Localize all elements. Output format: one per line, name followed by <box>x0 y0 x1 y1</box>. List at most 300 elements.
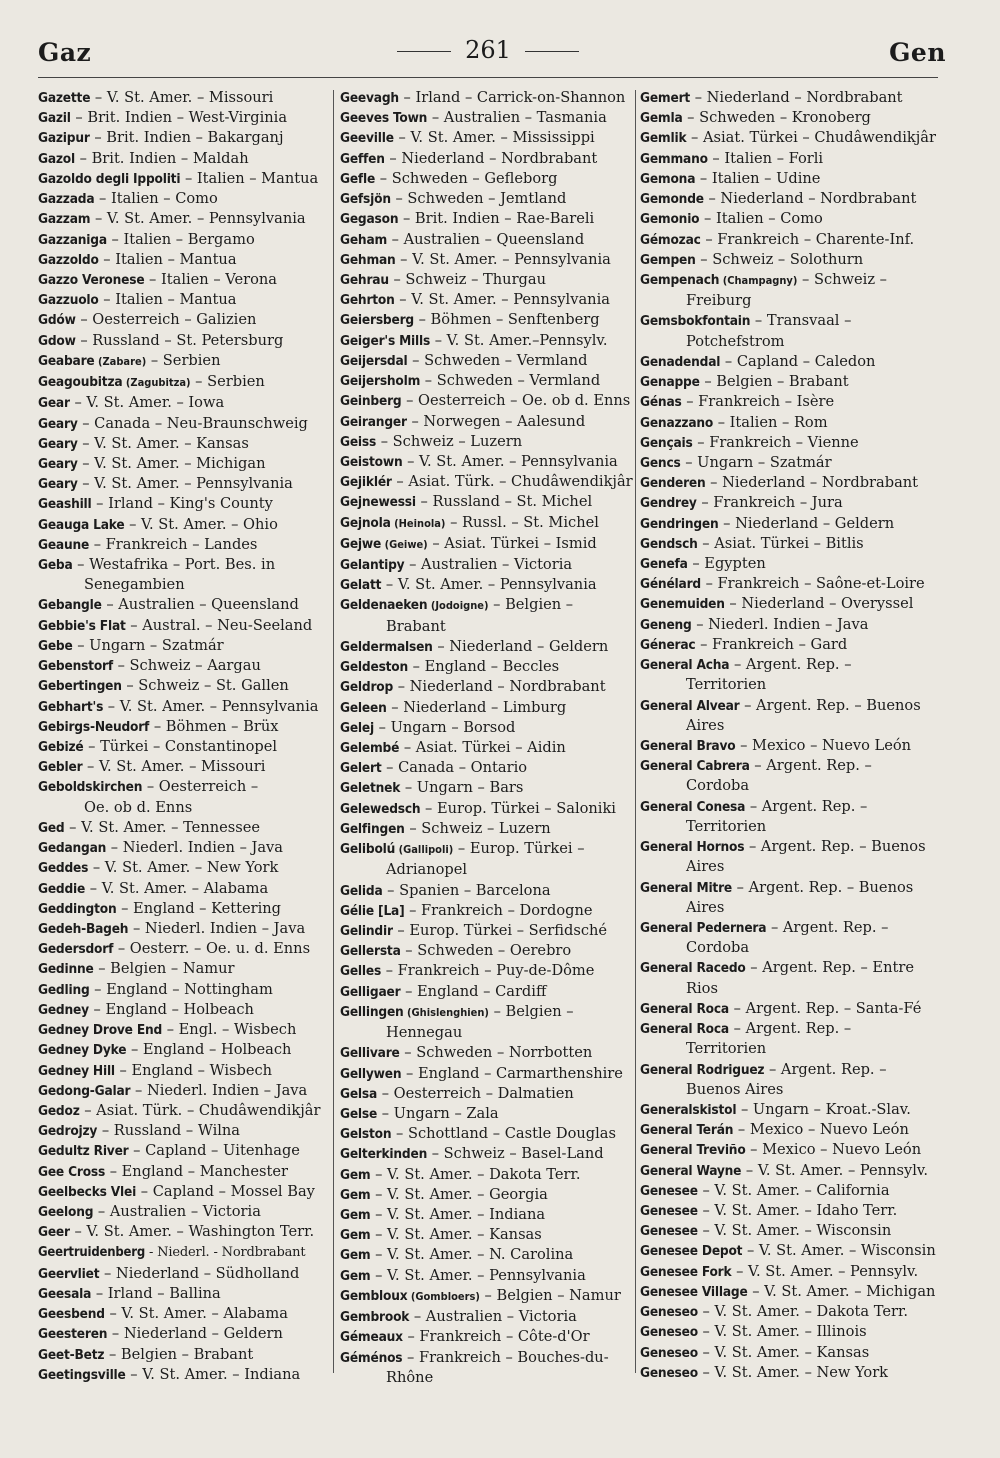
entry-continuation: Brabant <box>386 617 446 635</box>
entry-continuation: Adrianopel <box>386 861 468 879</box>
gazetteer-entry <box>640 1302 944 1322</box>
place-name: Gelatt <box>340 577 382 594</box>
gazetteer-entry <box>640 493 944 513</box>
location-detail: – Argent. Rep. – Santa-Fé <box>729 999 922 1017</box>
gazetteer-entry <box>640 433 944 453</box>
place-name: Gelterkinden <box>340 1146 428 1163</box>
location-detail: – Schweiz – Basel-Land <box>427 1145 604 1163</box>
gazetteer-entry <box>640 270 944 291</box>
location-detail: – Schweden – Vermland <box>407 351 588 369</box>
location-detail: – England – Cardiff <box>400 982 547 1000</box>
place-name: Geeves Town <box>340 110 428 127</box>
place-name: Geary <box>38 455 78 472</box>
gazetteer-entry <box>340 819 632 839</box>
location-detail: – Oesterreich – <box>142 778 259 796</box>
location-detail: – Schweden – Oerebro <box>400 942 572 960</box>
place-name: Geagoubitza <box>38 374 123 391</box>
place-name: Gem <box>340 1166 371 1183</box>
gazetteer-entry <box>640 837 944 857</box>
location-detail: – Australien – Victoria <box>404 556 573 574</box>
column-divider-2 <box>635 90 636 1373</box>
location-detail: – Asiat. Türkei – Chudâwendikjâr <box>686 129 936 147</box>
location-detail: – V. St. Amer. – Ohio <box>124 515 278 533</box>
place-name: Gebler <box>38 759 83 776</box>
gazetteer-entry <box>640 392 944 412</box>
place-name: Gendringen <box>640 515 719 532</box>
place-name: Geldenaeken <box>340 597 428 614</box>
location-detail: – V. St. Amer. – Alabama <box>104 1305 288 1323</box>
place-name: Gebirgs-Neudorf <box>38 718 150 735</box>
alternate-name: (Champagny) <box>719 273 798 287</box>
location-detail: – Niederl. Indien – Java <box>691 615 869 633</box>
location-detail: – Frankreich – Côte-d'Or <box>402 1328 590 1346</box>
gazetteer-entry <box>38 717 328 737</box>
location-detail: – V. St. Amer. – Pennsylvania <box>402 452 618 470</box>
location-detail: – England – Wisbech <box>114 1061 273 1079</box>
entry-continuation: Territorien <box>686 817 767 835</box>
place-name: Gencs <box>640 454 681 471</box>
location-detail: – Asiat. Türk. – Chudâwendikjâr <box>79 1101 321 1119</box>
gazetteer-entry <box>38 1345 328 1365</box>
location-detail: – Europ. Türkei – Serfidsché <box>392 921 608 939</box>
place-name: Gelse <box>340 1105 378 1122</box>
gazetteer-entry <box>38 939 328 959</box>
gazetteer-entry <box>640 473 944 493</box>
location-detail: – Ungarn – Szatmár <box>72 636 224 654</box>
place-name: Gellingen <box>340 1003 404 1020</box>
place-name: General Wayne <box>640 1162 742 1179</box>
location-detail: – Belgien – Brabant <box>104 1345 254 1363</box>
location-detail: – Niederl. Indien – Java <box>128 919 306 937</box>
gazetteer-entry <box>38 1141 328 1161</box>
gazetteer-entry <box>340 718 632 738</box>
location-detail: – Türkei – Constantinopel <box>83 738 278 755</box>
place-name: Geddes <box>38 860 89 877</box>
place-name: Gazzam <box>38 211 91 228</box>
gazetteer-entry <box>640 1120 944 1140</box>
gazetteer-entry <box>340 575 632 595</box>
location-detail: – Russland – Wilna <box>97 1122 241 1140</box>
location-detail: – Australien – Queensland <box>387 230 585 248</box>
location-detail: – Italien – Bergamo <box>106 230 255 248</box>
place-name: General Conesa <box>640 798 746 815</box>
place-name: Gehrton <box>340 292 395 309</box>
place-name: Gedoz <box>38 1102 80 1119</box>
place-name: Gelligaer <box>340 983 401 1000</box>
gazetteer-entry <box>640 311 944 331</box>
place-name: General Pedernera <box>640 919 767 936</box>
place-name: Genesee <box>640 1203 698 1220</box>
place-name: Geijersholm <box>340 373 421 390</box>
gazetteer-entry <box>640 1201 944 1221</box>
gazetteer-entry <box>38 636 328 656</box>
place-name: Gefle <box>340 170 376 187</box>
location-detail: – Norwegen – Aalesund <box>406 412 586 430</box>
place-name: Genazzano <box>640 414 714 431</box>
gazetteer-entry <box>640 958 944 978</box>
place-name: Gazoldo degli Ippoliti <box>38 170 181 187</box>
location-detail: – V. St. Amer. – Kansas <box>697 1343 870 1361</box>
location-detail: – Italien – Rom <box>713 413 828 431</box>
place-name: Gemmano <box>640 150 708 167</box>
gazetteer-entry <box>340 1307 632 1327</box>
gazetteer-entry <box>38 676 328 696</box>
gazetteer-entry <box>340 472 632 492</box>
location-detail: – Italien – Forli <box>707 149 824 167</box>
location-detail: – V. St. Amer. – Indiana <box>370 1206 546 1224</box>
place-name: Geldrop <box>340 679 394 696</box>
alternate-name: (Geiwe) <box>381 537 428 551</box>
location-detail: – Irland – Ballina <box>91 1284 221 1302</box>
place-name: Gedney Hill <box>38 1062 115 1079</box>
place-name: Geaune <box>38 536 90 553</box>
place-name: Generalskistol <box>640 1101 737 1118</box>
place-name: Geervliet <box>38 1265 100 1282</box>
column-2 <box>340 88 632 1396</box>
entry-continuation: Freiburg <box>686 292 752 310</box>
gazetteer-entry <box>38 555 328 575</box>
location-detail: – Italien – Mantua <box>98 250 237 268</box>
place-name: Geneseo <box>640 1324 698 1341</box>
gazetteer-entry <box>640 250 944 270</box>
location-detail: – Russland – St. Petersburg <box>75 331 284 349</box>
location-detail: – Egypten <box>687 555 766 573</box>
entry-continuation: Aires <box>686 716 725 734</box>
location-detail: – Italien – Mantua <box>98 291 237 309</box>
place-name: Gehrau <box>340 271 389 288</box>
gazetteer-entry <box>640 128 944 148</box>
gazetteer-entry <box>340 1043 632 1063</box>
place-name: Gdow <box>38 332 76 349</box>
column-1 <box>38 88 328 1396</box>
location-detail: – Italien – Udine <box>695 169 821 187</box>
gazetteer-entry <box>38 108 328 128</box>
location-detail: – Belgien – Namur <box>93 960 235 978</box>
location-detail: – Schweiz – Solothurn <box>695 250 864 268</box>
location-detail: – England – Kettering <box>116 899 282 917</box>
gazetteer-entry <box>340 108 632 128</box>
gazetteer-entry <box>640 655 944 675</box>
entry-continuation: Aires <box>686 858 725 876</box>
gazetteer-entry <box>38 959 328 979</box>
gazetteer-entry <box>38 697 328 717</box>
place-name: Geesteren <box>38 1326 108 1343</box>
location-detail: – Brit. Indien – Rae-Bareli <box>398 210 595 228</box>
place-name: General Roca <box>640 1000 729 1017</box>
place-name: Gedrojzy <box>38 1123 98 1140</box>
place-name: Gemonde <box>640 191 704 208</box>
location-detail: – V. St. Amer. – Alabama <box>85 879 269 897</box>
place-name: General Acha <box>640 657 730 674</box>
place-name: Geashill <box>38 496 92 513</box>
gazetteer-entry <box>640 756 944 776</box>
gazetteer-entry <box>38 494 328 514</box>
place-name: Geauga Lake <box>38 516 125 533</box>
gazetteer-entry <box>640 1100 944 1120</box>
gazetteer-entry <box>340 351 632 371</box>
location-detail: – Mexico – Nuevo León <box>745 1141 922 1159</box>
place-name: Génélard <box>640 576 701 593</box>
location-detail: – Schweiz – Luzern <box>376 432 523 450</box>
gazetteer-entry <box>640 1363 944 1383</box>
location-detail: – Asiat. Türkei – Aidin <box>399 739 566 756</box>
place-name: General Alvear <box>640 697 740 714</box>
location-detail: – Frankreich – Vienne <box>692 433 859 451</box>
location-detail: – Russland – St. Michel <box>415 493 593 511</box>
page-number: 261 <box>465 36 511 64</box>
gazetteer-entry <box>38 1101 328 1121</box>
location-detail: – Australien – Victoria <box>409 1308 577 1326</box>
location-detail: – V. St. Amer. – Pennsylvania <box>395 250 611 268</box>
location-detail: – Brit. Indien – Bakarganj <box>89 129 284 147</box>
location-detail: – Serbien <box>146 351 221 369</box>
place-name: Gendsch <box>640 535 698 552</box>
gazetteer-entry <box>640 1161 944 1181</box>
gazetteer-entry <box>340 698 632 718</box>
gazetteer-entry <box>38 88 328 108</box>
place-name: Gee Cross <box>38 1163 106 1180</box>
column-3 <box>640 88 944 1396</box>
gazetteer-entry <box>38 879 328 899</box>
gazetteer-entry <box>340 189 632 209</box>
gazetteer-entry <box>340 1266 632 1286</box>
alternate-name: (Jodoigne) <box>427 599 489 613</box>
location-detail: – Brit. Indien – Maldah <box>75 149 249 167</box>
location-detail: – V. St. Amer. – Missouri <box>82 758 266 776</box>
place-name: Gemert <box>640 90 691 106</box>
location-detail: – Mexico – Nuevo León <box>735 737 912 754</box>
gazetteer-entry <box>340 230 632 250</box>
gazetteer-entry <box>640 352 944 372</box>
gazetteer-entry <box>640 736 944 756</box>
location-detail: – V. St. Amer. – Pennsylvania <box>381 576 597 594</box>
place-name: Gelembé <box>340 740 400 756</box>
page-header <box>38 26 946 76</box>
gazetteer-entry <box>640 1060 944 1080</box>
location-detail: – V. St. Amer. – Kansas <box>77 434 249 452</box>
location-detail: – Niederland – Nordbrabant <box>703 190 917 208</box>
gazetteer-entry <box>340 169 632 189</box>
gazetteer-entry <box>38 1222 328 1242</box>
place-name: Geneseo <box>640 1304 698 1321</box>
place-name: Gedling <box>38 981 90 998</box>
column-divider-1 <box>333 90 334 1373</box>
location-detail: – Frankreich – Dordogne <box>404 901 593 919</box>
place-name: Gazil <box>38 110 71 127</box>
place-name: Gazzaniga <box>38 231 107 248</box>
place-name: Gémeaux <box>340 1329 403 1346</box>
place-name: Gendrey <box>640 495 697 512</box>
location-detail: – Australien – Victoria <box>93 1203 261 1221</box>
place-name: Gélie [La] <box>340 902 405 919</box>
place-name: Gembloux <box>340 1287 408 1304</box>
location-detail: – Niederland – Limburg <box>386 698 567 716</box>
location-detail: – V. St. Amer. – Wisconsin <box>742 1242 936 1260</box>
gazetteer-entry <box>340 637 632 657</box>
gazetteer-entry <box>340 1327 632 1347</box>
gazetteer-entry <box>340 595 632 616</box>
location-detail: – V. St. Amer. – Michigan <box>747 1282 936 1300</box>
gazetteer-entry <box>38 331 328 351</box>
place-name: Gelston <box>340 1126 392 1143</box>
gazetteer-entry <box>38 372 328 393</box>
gazetteer-entry <box>38 310 328 330</box>
entry-continuation: Hennegau <box>386 1024 463 1042</box>
location-detail: – V. St. Amer. – Washington Terr. <box>69 1223 315 1241</box>
location-detail: – V. St. Amer. – Illinois <box>697 1323 867 1341</box>
location-detail: – Oesterreich – Dalmatien <box>377 1084 574 1102</box>
gazetteer-entry <box>340 901 632 921</box>
gazetteer-entry <box>640 696 944 716</box>
place-name: Geiranger <box>340 413 407 430</box>
place-name: Geesala <box>38 1285 92 1302</box>
location-detail: – Schweden – Norrbotten <box>399 1044 593 1062</box>
gazetteer-entry <box>38 1182 328 1202</box>
gazetteer-entry <box>640 108 944 128</box>
location-detail: – Russl. – St. Michel <box>445 513 599 531</box>
location-detail: – Belgien – <box>488 596 574 614</box>
location-detail: – Belgien – <box>488 1002 574 1020</box>
place-name: Geiss <box>340 433 377 450</box>
location-detail: – Argent. Rep. – <box>729 1020 852 1038</box>
gazetteer-entry <box>38 919 328 939</box>
gazetteer-entry <box>640 797 944 817</box>
gazetteer-entry <box>38 1040 328 1060</box>
gazetteer-entry <box>340 758 632 778</box>
gazetteer-entry <box>340 555 632 575</box>
gazetteer-entry <box>340 1348 632 1368</box>
location-detail: – Austral. – Neu-Seeland <box>125 616 313 634</box>
place-name: Gedangan <box>38 840 107 857</box>
gazetteer-entry <box>340 677 632 697</box>
header-last-keyword: Gen <box>889 38 946 67</box>
location-detail: – Argent. Rep. – Entre <box>745 959 914 977</box>
entry-continuation: Buenos Aires <box>686 1080 784 1098</box>
location-detail: – Belgien – Brabant <box>699 373 849 391</box>
gazetteer-entry <box>640 534 944 554</box>
place-name: Geddie <box>38 880 86 897</box>
gazetteer-entry <box>38 169 328 189</box>
location-detail: – Brit. Indien – West-Virginia <box>70 109 288 127</box>
header-rule-left <box>397 51 451 52</box>
place-name: Geneseo <box>640 1364 698 1381</box>
place-name: Geiger's Mills <box>340 332 431 349</box>
entry-continuation: Oe. ob d. Enns <box>84 798 193 816</box>
location-detail: – V. St. Amer. – New York <box>88 859 279 877</box>
location-detail: – V. St. Amer. – Georgia <box>370 1185 548 1203</box>
gazetteer-entry <box>38 656 328 676</box>
gazetteer-entry <box>38 818 328 838</box>
location-detail: – V. St. Amer. – Iowa <box>69 394 225 412</box>
gazetteer-entry <box>340 412 632 432</box>
location-detail: – V. St. Amer. – Wisconsin <box>697 1222 892 1240</box>
location-detail: – Niederland – Südholland <box>99 1264 300 1282</box>
location-detail: – Transvaal – <box>750 312 852 330</box>
location-detail: – V. St. Amer. – Idaho Terr. <box>697 1202 898 1220</box>
gazetteer-entry <box>640 1343 944 1363</box>
gazetteer-entry <box>640 514 944 534</box>
location-detail: – Asiat. Türkei – Bitlis <box>697 534 864 552</box>
place-name: Gemla <box>640 110 683 127</box>
entry-continuation: Aires <box>686 898 725 916</box>
entry-continuation: Senegambien <box>84 576 185 594</box>
location-detail: – Niederland – Nordbrabant <box>690 89 903 106</box>
place-name: Gem <box>340 1247 371 1264</box>
alternate-name: (Ghislenghien) <box>403 1005 489 1019</box>
place-name: Geer <box>38 1224 70 1241</box>
location-detail: – Niederland – Geldern <box>432 637 609 655</box>
place-name: Geiersberg <box>340 312 414 329</box>
gazetteer-entry <box>38 1242 328 1263</box>
gazetteer-entry <box>38 209 328 229</box>
place-name: Gelsa <box>340 1085 378 1102</box>
gazetteer-entry <box>340 1144 632 1164</box>
location-detail: – Engl. – Wisbech <box>162 1021 297 1039</box>
gazetteer-entry <box>38 1162 328 1182</box>
location-detail: – Australien – Tasmania <box>427 109 607 127</box>
gazetteer-entry <box>38 777 328 797</box>
location-detail: – Oesterr. – Oe. u. d. Enns <box>113 940 311 958</box>
place-name: Gemona <box>640 170 696 187</box>
place-name: Geldeston <box>340 659 409 676</box>
place-name: Gem <box>340 1227 371 1244</box>
alternate-name: (Gallipoli) <box>395 843 454 857</box>
gazetteer-entry <box>340 1064 632 1084</box>
location-detail: – Italien – Mantua <box>180 169 319 187</box>
place-name: Genesee Village <box>640 1283 748 1300</box>
location-detail: – V. St. Amer. – New York <box>697 1363 889 1381</box>
gazetteer-entry <box>340 738 632 758</box>
gazetteer-entry <box>640 88 944 108</box>
place-name: Gejnewessi <box>340 494 416 511</box>
alternate-name: (Zabare) <box>94 354 147 368</box>
place-name: Gedersdorf <box>38 941 114 958</box>
place-name: General Hornos <box>640 839 745 856</box>
place-name: Geneseo <box>640 1344 698 1361</box>
place-name: Geletnek <box>340 780 401 797</box>
location-detail: – Asiat. Türkei – Ismid <box>427 534 597 552</box>
gazetteer-entry <box>38 1324 328 1344</box>
gazetteer-entry <box>640 1181 944 1201</box>
location-detail: – Italien – Verona <box>144 270 277 288</box>
place-name: Geham <box>340 231 388 248</box>
location-detail: – Irland – Carrick-on-Shannon <box>398 89 626 106</box>
location-detail: – Belgien – Namur <box>479 1286 621 1304</box>
gazetteer-entry <box>340 534 632 555</box>
location-detail: – England – Manchester <box>105 1162 288 1180</box>
location-detail: – Argent. Rep. – Buenos <box>739 696 921 714</box>
location-detail: – Irland – King's County <box>91 495 273 513</box>
place-name: Gedinne <box>38 961 94 978</box>
place-name: Gejwe <box>340 535 382 552</box>
place-name: Geldermalsen <box>340 638 433 655</box>
gazetteer-entry <box>640 554 944 574</box>
place-name: Gdów <box>38 312 76 329</box>
gazetteer-entry <box>340 982 632 1002</box>
gazetteer-entry <box>340 1002 632 1023</box>
gazetteer-entry <box>640 413 944 433</box>
place-name: Geertruidenberg <box>38 1245 146 1261</box>
gazetteer-entry <box>38 1264 328 1284</box>
gazetteer-entry <box>340 1245 632 1265</box>
location-detail: – V. St. Amer. – Pennsylv. <box>731 1262 919 1280</box>
gazetteer-entry <box>340 657 632 677</box>
place-name: Gedney <box>38 1001 89 1018</box>
gazetteer-entry <box>340 310 632 330</box>
location-detail: – V. St. Amer. – Pennsylvania <box>394 291 610 309</box>
gazetteer-entry <box>38 1081 328 1101</box>
gazetteer-entry <box>640 1019 944 1039</box>
